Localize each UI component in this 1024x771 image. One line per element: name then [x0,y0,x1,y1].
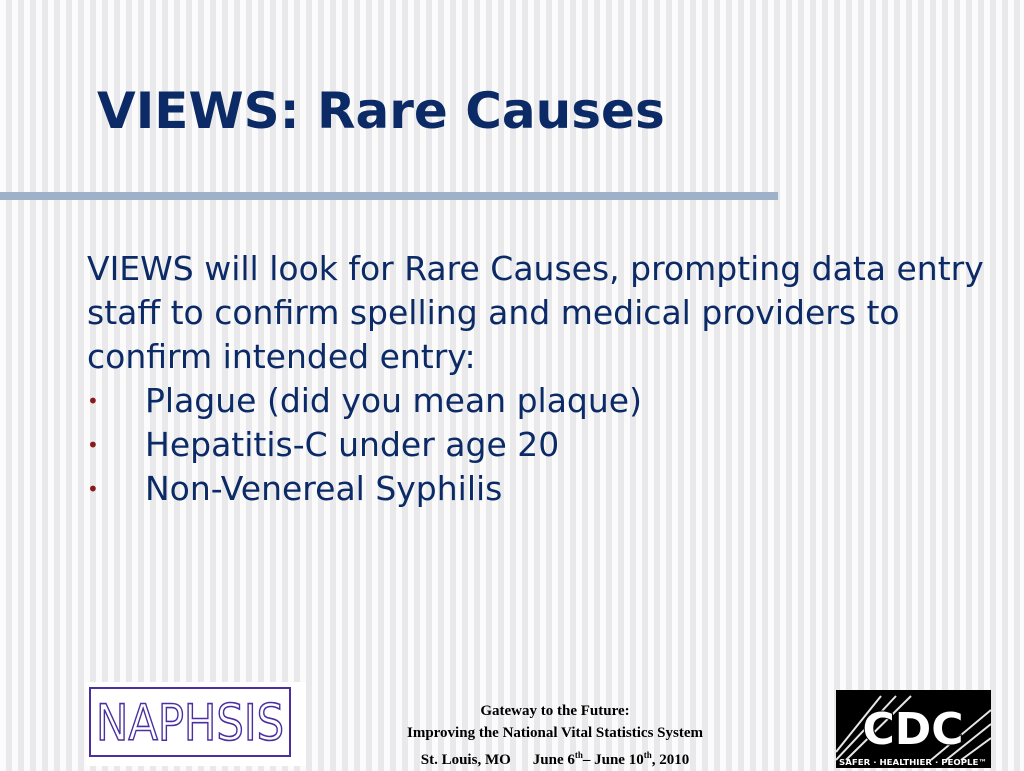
footer [355,700,755,771]
cdc-logo [836,690,991,768]
bullet-icon: • [87,389,99,413]
bullet-icon: • [87,477,99,501]
list-item-label: Hepatitis-C under age 20 [145,425,560,464]
naphsis-logo-text: NAPHSIS [96,694,284,752]
footer-line-3 [355,744,755,771]
date-start-suffix: th [574,750,583,760]
list-item [87,423,987,467]
list-item [87,379,987,423]
date-year: , 2010 [651,752,690,768]
date-end-suffix: th [643,750,652,760]
footer-line-2: Improving the National Vital Statistics System [407,725,703,741]
footer-location: St. Louis, MO [420,752,511,768]
date-separator: – June 10 [582,752,644,768]
bullet-icon: • [87,433,99,457]
rare-causes-list [87,379,987,511]
title-divider [0,192,778,200]
cdc-tagline: SAFER · HEALTHIER · PEOPLE™ [839,758,987,767]
cdc-logo-text: CDC [862,704,964,755]
list-item [87,467,987,511]
list-item-label: Non-Venereal Syphilis [145,469,503,508]
naphsis-logo [86,682,306,766]
date-start: June 6 [532,752,575,768]
footer-date [533,744,689,771]
list-item-label: Plague (did you mean plaque) [145,381,642,420]
slide-title: VIEWS: Rare Causes [97,82,665,140]
footer-line-1: Gateway to the Future: [480,703,630,719]
slide-body [87,247,987,511]
intro-paragraph: VIEWS will look for Rare Causes, prompting data entry staff to confirm spelling and medical providers to confirm intended entry: [87,249,984,376]
